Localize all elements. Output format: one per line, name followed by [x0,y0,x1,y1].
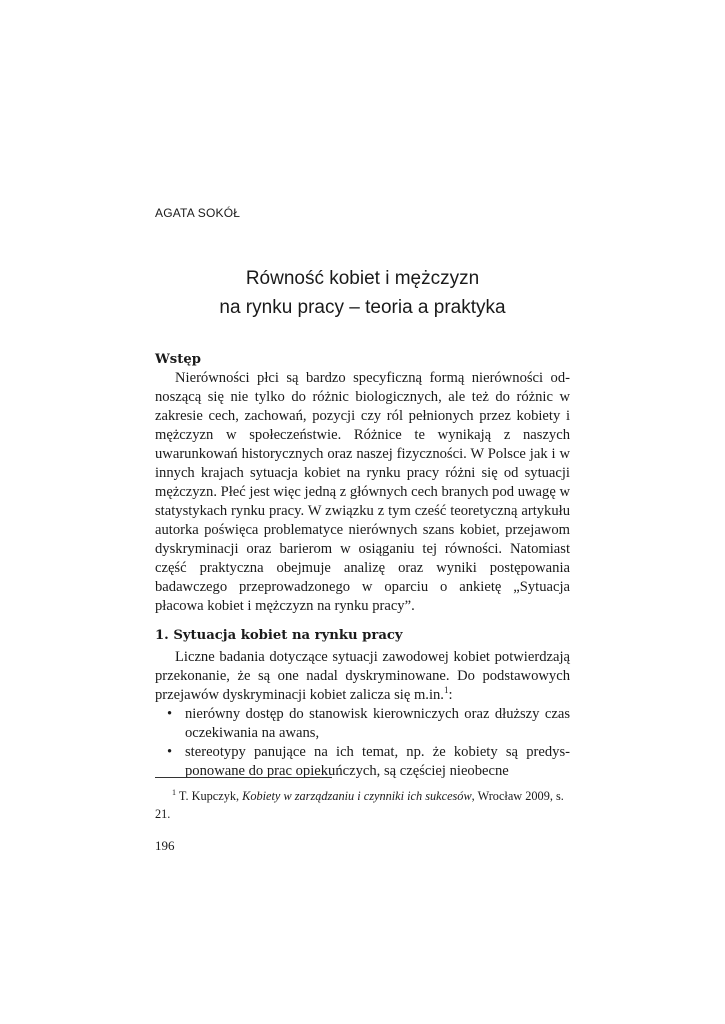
footnote-mark: 1 [172,787,176,797]
section-1-colon: : [448,687,453,703]
section-1-heading: 1. Sytuacja kobiet na rynku pracy [155,628,403,643]
section-1-text: Liczne badania dotyczące sytuacji zawodowej kobiet potwierdzają przekonanie, że są one nadal dyskryminowane. Do podstawowych przejawów dyskryminacji kobiet zalicza się m.in. [155,649,570,703]
list-item: • nierówny dostęp do stanowisk kierowniczych oraz dłuższy czas oczekiwania na awans, [185,705,570,743]
footnote-reference[interactable]: 1 [443,685,449,696]
title-line-2: na rynku pracy – teoria a praktyka [219,297,506,318]
article-title [155,264,570,322]
footnote-author: T. Kupczyk, [176,789,243,803]
article-body [155,350,570,781]
title-line-1: Równość kobiet i mężczyzn [245,268,480,289]
page-number: 196 [155,838,175,853]
list-item: • stereotypy panujące na ich temat, np. że kobiety są predysponowane do prac opiekuńczych, są częściej nieobecne [185,743,570,781]
footnote [155,787,570,823]
section-1-paragraph [155,648,570,705]
author-name: AGATA SOKÓŁ [155,206,241,220]
intro-heading: Wstęp [155,352,201,367]
discrimination-list [155,705,570,781]
footnote-publication: , Wrocław 2009, s. 21. [155,789,564,821]
intro-paragraph: Nierówności płci są bardzo specyficzną formą nierówności odnoszącą się nie tylko do różnic biologicznych, ale też do różnic w zakresie cech, zachowań, pozycji czy ról pełnionych przez kobiety i mężczyzn w społeczeństwie. Różnice te wynikają z naszych uwarunkowań historycznych oraz naszej fizyczności. W Polsce jak i w innych krajach sytuacja kobiet na rynku pracy różni się od sytuacji mężczyzn. Płeć jest więc jedną z głównych cech branych pod uwagę w statystykach rynku pracy. W związku z tym cześć teoretyczną artykułu autorka poświęca problematyce nierównych szans kobiet, przejawom dyskryminacji oraz barierom w osiąganiu tej równości. Natomiast część praktyczna obejmuje analizę oraz wyniki postępowania badawczego przeprowadzonego w oparciu o ankietę „Sytuacja płacowa kobiet i mężczyzn na rynku pracy”. [155,370,570,614]
footnote-book-title: Kobiety w zarządzaniu i czynniki ich sukcesów [242,789,472,803]
footnote-separator [155,777,332,778]
